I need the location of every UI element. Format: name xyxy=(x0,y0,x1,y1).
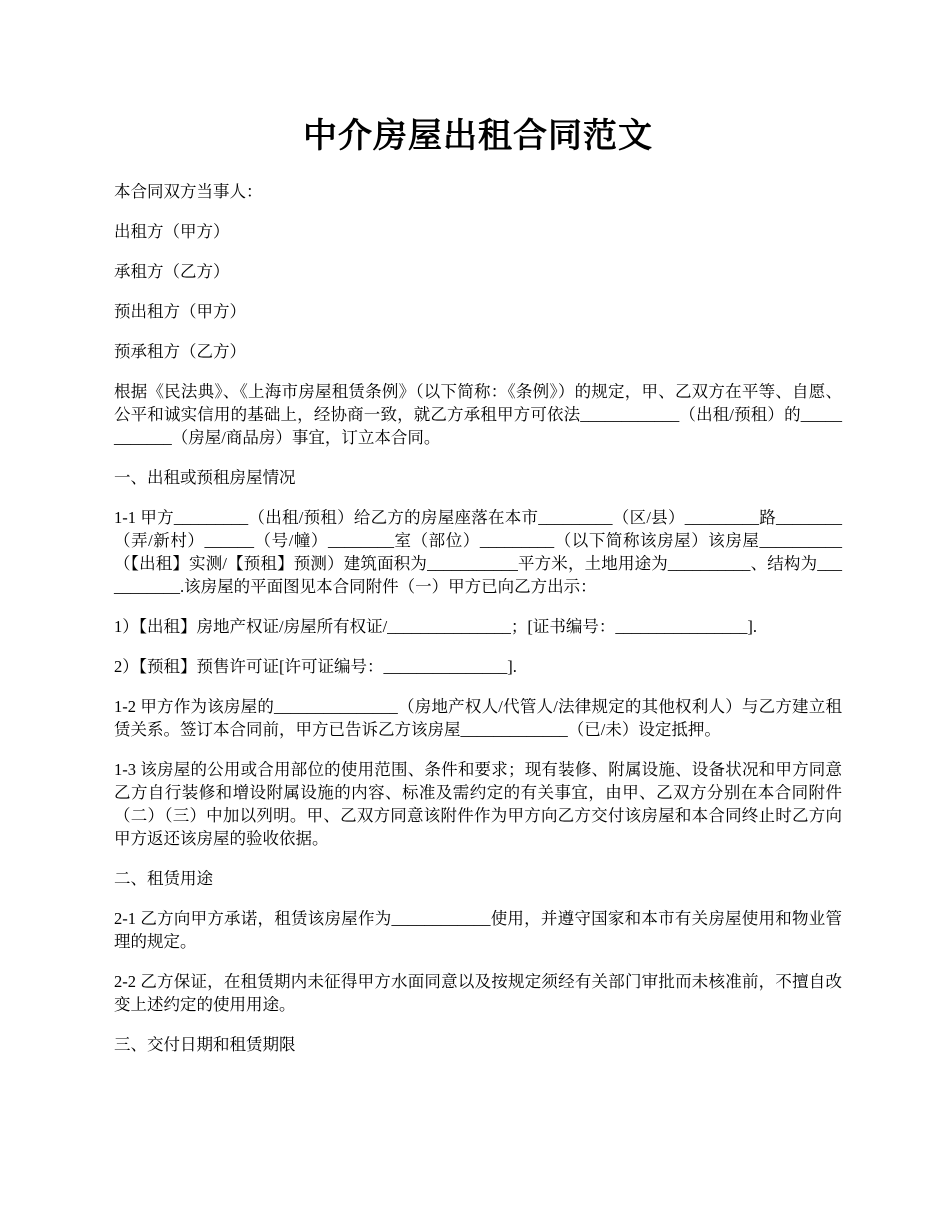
paragraph-lessor: 出租方（甲方） xyxy=(114,222,230,241)
clause-1-1-item-2: 2）【预租】预售许可证[许可证编号：_______________]. xyxy=(114,657,517,676)
section-heading-3: 三、交付日期和租赁期限 xyxy=(114,1035,296,1054)
document-title: 中介房屋出租合同范文 xyxy=(303,118,653,155)
clause-1-3: 1-3 该房屋的公用或合用部位的使用范围、条件和要求；现有装修、附属设施、设备状况和甲方同意乙方自行装修和增设附属设施的内容、标准及需约定的有关事宜，由甲、乙双方分别在本合同附件（二）（三）中加以列明。甲、乙双方同意该附件作为甲方向乙方交付该房屋和本合同终止时乙方向甲方返还该房屋的验收依据。 xyxy=(114,760,842,848)
clause-2-2: 2-2 乙方保证，在租赁期内未征得甲方水面同意以及按规定须经有关部门审批而未核准前，不擅自改变上述约定的使用用途。 xyxy=(114,972,842,1014)
paragraph-pre-lessee: 预承租方（乙方） xyxy=(114,342,246,361)
document-body xyxy=(114,180,842,1073)
clause-2-1: 2-1 乙方向甲方承诺，租赁该房屋作为____________使用，并遵守国家和本市有关房屋使用和物业管理的规定。 xyxy=(114,909,842,951)
paragraph-lessee: 承租方（乙方） xyxy=(114,262,230,281)
section-heading-2: 二、租赁用途 xyxy=(114,869,213,888)
section-heading-1: 一、出租或预租房屋情况 xyxy=(114,468,296,487)
clause-1-2: 1-2 甲方作为该房屋的_______________（房地产权人/代管人/法律规定的其他权利人）与乙方建立租赁关系。签订本合同前，甲方已告诉乙方该房屋_____________（已/未）设定抵押。 xyxy=(114,697,842,739)
clause-1-1-item-1: 1）【出租】房地产权证/房屋所有权证/_______________；[证书编号：________________]. xyxy=(114,617,758,636)
paragraph-legal-basis: 根据《民法典》、《上海市房屋租赁条例》（以下简称：《条例》）的规定，甲、乙双方在平等、自愿、公平和诚实信用的基础上，经协商一致，就乙方承租甲方可依法____________（出租/预租）的____________（房屋/商品房）事宜，订立本合同。 xyxy=(114,382,842,447)
paragraph-parties-intro: 本合同双方当事人： xyxy=(114,182,263,201)
clause-1-1: 1-1 甲方_________（出租/预租）给乙方的房屋座落在本市_________（区/县）_________路________（弄/新村）______（号/幢）________室（部位）_________（以下简称该房屋）该房屋__________（【出租】实测/【预租】预测）建筑面积为___________平方米，土地用途为__________、结构为___________.该房屋的平面图见本合同附件（一）甲方已向乙方出示： xyxy=(114,508,842,596)
paragraph-pre-lessor: 预出租方（甲方） xyxy=(114,302,246,321)
